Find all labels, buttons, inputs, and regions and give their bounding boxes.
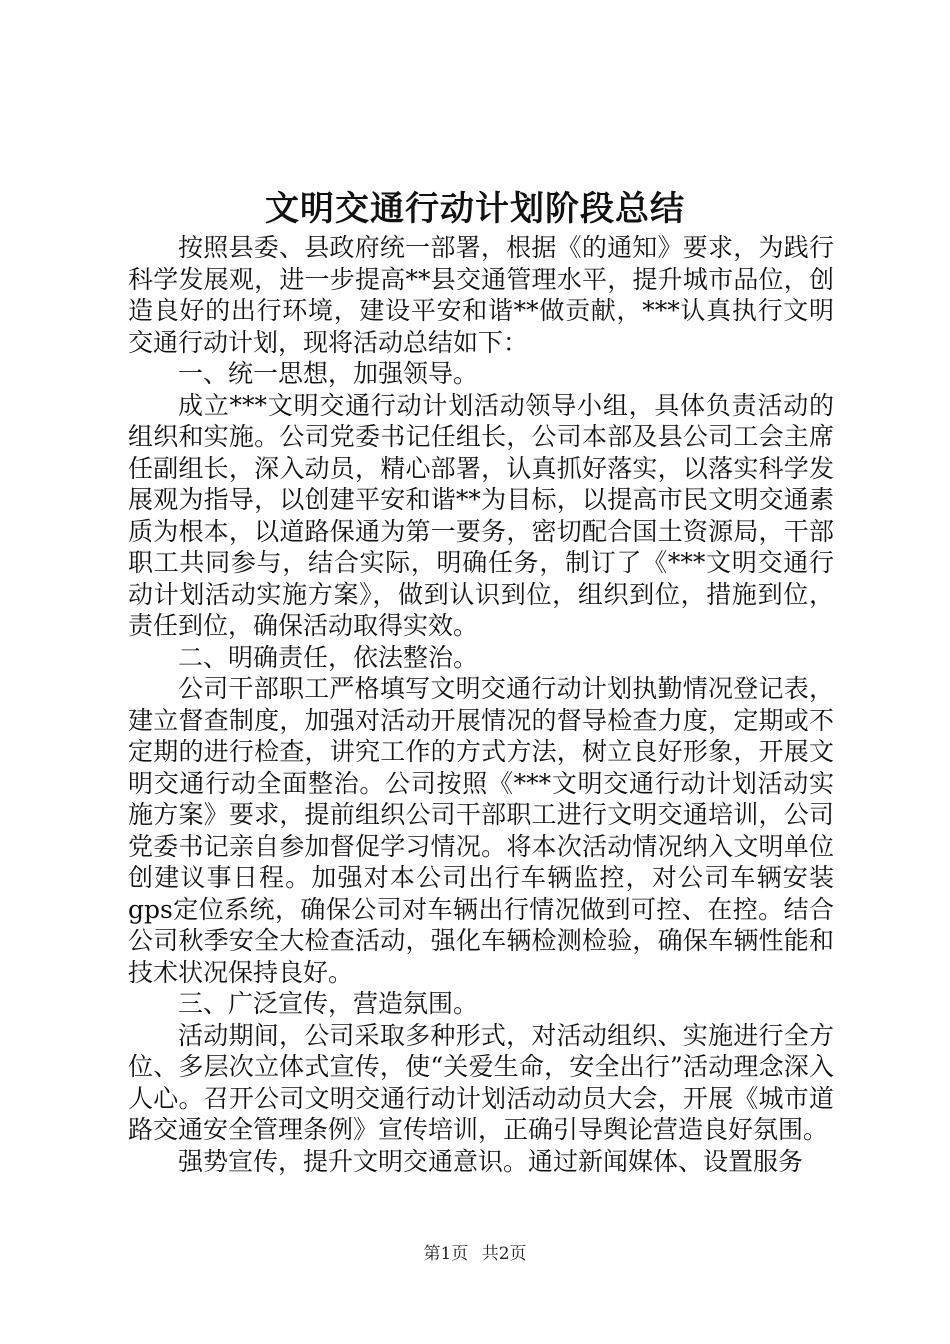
document-title: 文明交通行动计划阶段总结 [265, 189, 685, 229]
page-footer [0, 1242, 950, 1266]
paragraph-section-2: 公司干部职工严格填写文明交通行动计划执勤情况登记表，建立督查制度，加强对活动开展情况的督导检查力度，定期或不定期的进行检查，讲究工作的方式方法，树立良好形象，开展文明交通行动全面整治。公司按照《***文明交通行动计划活动实施方案》要求，提前组织公司干部职工进行文明交通培训，公司党委书记亲自参加督促学习情况。将本次活动情况纳入文明单位创建议事日程。加强对本公司出行车辆监控，对公司车辆安装gps定位系统，确保公司对车辆出行情况做到可控、在控。结合公司秋季安全大检查活动，强化车辆检测检验，确保车辆性能和技术状况保持良好。 [128, 674, 834, 987]
page-number: 第1页 [423, 1244, 469, 1264]
page-total: 共2页 [481, 1244, 527, 1264]
paragraph-section-3: 活动期间，公司采取多种形式，对活动组织、实施进行全方位、多层次立体式宣传，使“关爱生命，安全出行”活动理念深入人心。召开公司文明交通行动计划活动动员大会，开展《城市道路交通安全管理条例》宣传培训，正确引导舆论营造良好氛围。 [128, 1020, 834, 1144]
section-heading-2: 二、明确责任，依法整治。 [178, 642, 479, 672]
section-heading-3: 三、广泛宣传，营造氛围。 [178, 989, 479, 1018]
document-body [128, 232, 834, 1177]
paragraph-intro: 按照县委、县政府统一部署，根据《的通知》要求，为践行科学发展观，进一步提高**县交通管理水平，提升城市品位，创造良好的出行环境，建设平安和谐**做贡献，***认真执行文明交通行动计划，现将活动总结如下： [128, 233, 834, 357]
section-heading-1: 一、统一思想，加强领导。 [178, 359, 479, 388]
paragraph-section-1: 成立***文明交通行动计划活动领导小组，具体负责活动的组织和实施。公司党委书记任组长，公司本部及县公司工会主席任副组长，深入动员，精心部署，认真抓好落实，以落实科学发展观为指导，以创建平安和谐**为目标，以提高市民文明交通素质为根本，以道路保通为第一要务，密切配合国土资源局，干部职工共同参与，结合实际，明确任务，制订了《***文明交通行动计划活动实施方案》，做到认识到位，组织到位，措施到位，责任到位，确保活动取得实效。 [128, 390, 834, 640]
paragraph-continued: 强势宣传，提升文明交通意识。通过新闻媒体、设置服务 [178, 1146, 804, 1176]
